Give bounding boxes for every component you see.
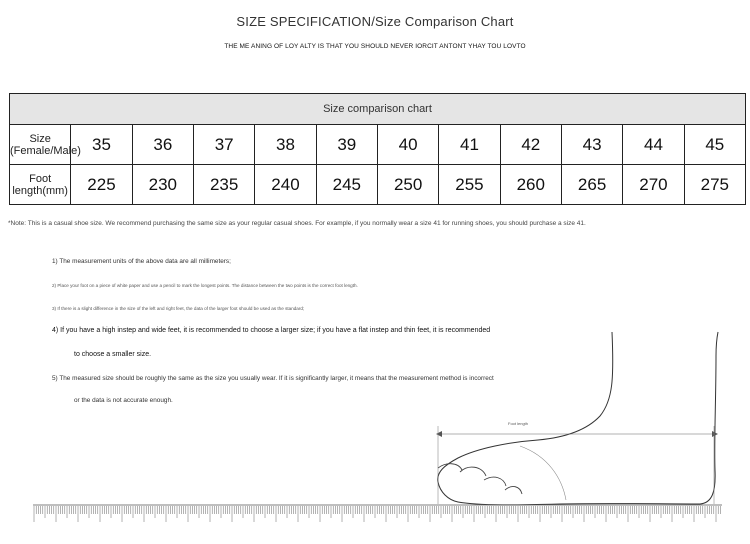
- table-caption: Size comparison chart: [10, 94, 746, 125]
- length-row-label: Foot length(mm): [10, 165, 71, 205]
- length-cell: 260: [500, 165, 561, 205]
- arch-line: [520, 446, 566, 500]
- instruction-1: 1) The measurement units of the above data are all millimeters;: [52, 258, 231, 265]
- ruler: [33, 505, 722, 522]
- length-cell: 265: [561, 165, 622, 205]
- toe-lines: [438, 464, 522, 494]
- instruction-3: 3) If there is a slight difference in the size of the left and right feet, the data of the larger foot should be used as the standard;: [52, 306, 305, 311]
- size-cell: 39: [316, 125, 377, 165]
- instruction-5: 5) The measured size should be roughly the same as the size you usually wear. If it is significantly larger, it means that the measurement method is incorrect: [52, 375, 494, 382]
- length-cell: 225: [71, 165, 132, 205]
- length-cell: 275: [684, 165, 745, 205]
- instruction-2: 2) Place your foot on a piece of white paper and use a pencil to mark the longest points. The distance between the two points is the correct foot length.: [52, 283, 358, 288]
- arrow-head-left: [436, 431, 442, 437]
- instruction-4-continued: to choose a smaller size.: [74, 351, 152, 358]
- size-cell: 36: [132, 125, 193, 165]
- size-note: *Note: This is a casual shoe size. We recommend purchasing the same size as your regular casual shoes. For example, if you normally wear a size 41 for running shoes, you should purchase a size 41.: [8, 220, 586, 227]
- length-cell: 250: [377, 165, 438, 205]
- instruction-5-continued: or the data is not accurate enough.: [74, 397, 173, 404]
- size-cell: 37: [193, 125, 254, 165]
- size-cell: 41: [439, 125, 500, 165]
- length-cell: 245: [316, 165, 377, 205]
- size-cell: 35: [71, 125, 132, 165]
- length-cell: 270: [623, 165, 684, 205]
- size-cell: 40: [377, 125, 438, 165]
- page-subtitle: THE ME ANING OF LOY ALTY IS THAT YOU SHOULD NEVER IORCIT ANTONT YHAY TOU LOVTO: [224, 43, 526, 50]
- page-title: SIZE SPECIFICATION/Size Comparison Chart: [236, 14, 514, 29]
- length-cell: 255: [439, 165, 500, 205]
- size-cell: 38: [255, 125, 316, 165]
- length-cell: 235: [193, 165, 254, 205]
- foot-length-label: Foot length: [508, 421, 529, 426]
- length-cell: 230: [132, 165, 193, 205]
- length-cell: 240: [255, 165, 316, 205]
- size-cell: 43: [561, 125, 622, 165]
- size-cell: 45: [684, 125, 745, 165]
- instruction-4: 4) If you have a high instep and wide feet, it is recommended to choose a larger size; if you have a flat instep and thin feet, it is recommended: [52, 327, 491, 334]
- size-row-label: Size (Female/Male): [10, 125, 71, 165]
- size-cell: 44: [623, 125, 684, 165]
- foot-outline: [438, 332, 718, 505]
- size-cell: 42: [500, 125, 561, 165]
